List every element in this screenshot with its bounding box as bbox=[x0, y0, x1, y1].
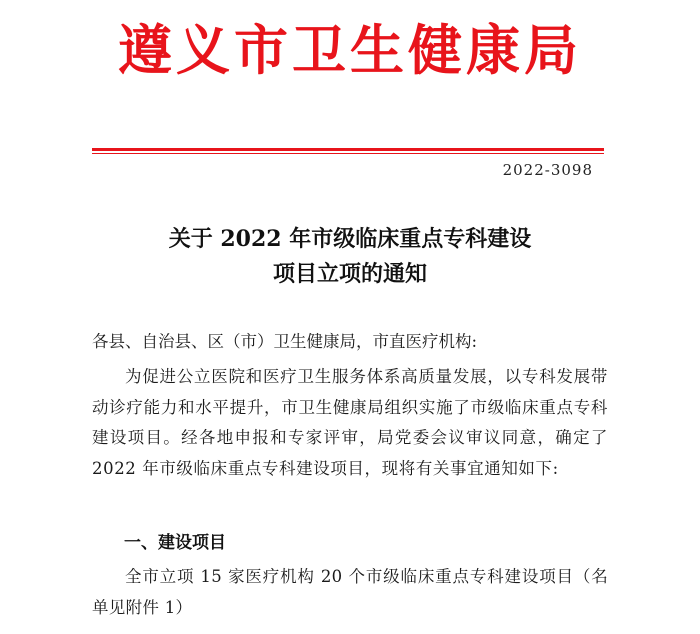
section-1-text: 全市立项 15 家医疗机构 20 个市级临床重点专科建设项目（名单见附件 1） bbox=[92, 567, 608, 617]
document-title bbox=[0, 222, 700, 292]
red-header-rule-thin bbox=[92, 153, 604, 154]
document-number: 2022-3098 bbox=[502, 161, 593, 179]
salutation: 各县、自治县、区（市）卫生健康局，市直医疗机构: bbox=[92, 332, 478, 351]
red-header-rule bbox=[92, 148, 604, 151]
body-paragraph-1: 为促进公立医院和医疗卫生服务体系高质量发展，以专科发展带动诊疗能力和水平提升，市卫生健康局组织实施了市级临床重点专科建设项目。经各地申报和专家评审，局党委会议审议同意，确定了 2022 年市级临床重点专科建设项目，现将有关事宜通知如下: bbox=[92, 367, 608, 478]
document-title-line-1: 关于 2022 年市级临床重点专科建设 bbox=[168, 226, 532, 252]
section-heading-1: 一、建设项目 bbox=[124, 533, 226, 553]
document-title-line-2: 项目立项的通知 bbox=[272, 261, 427, 287]
issuing-authority-masthead: 遵义市卫生健康局 bbox=[118, 18, 582, 82]
